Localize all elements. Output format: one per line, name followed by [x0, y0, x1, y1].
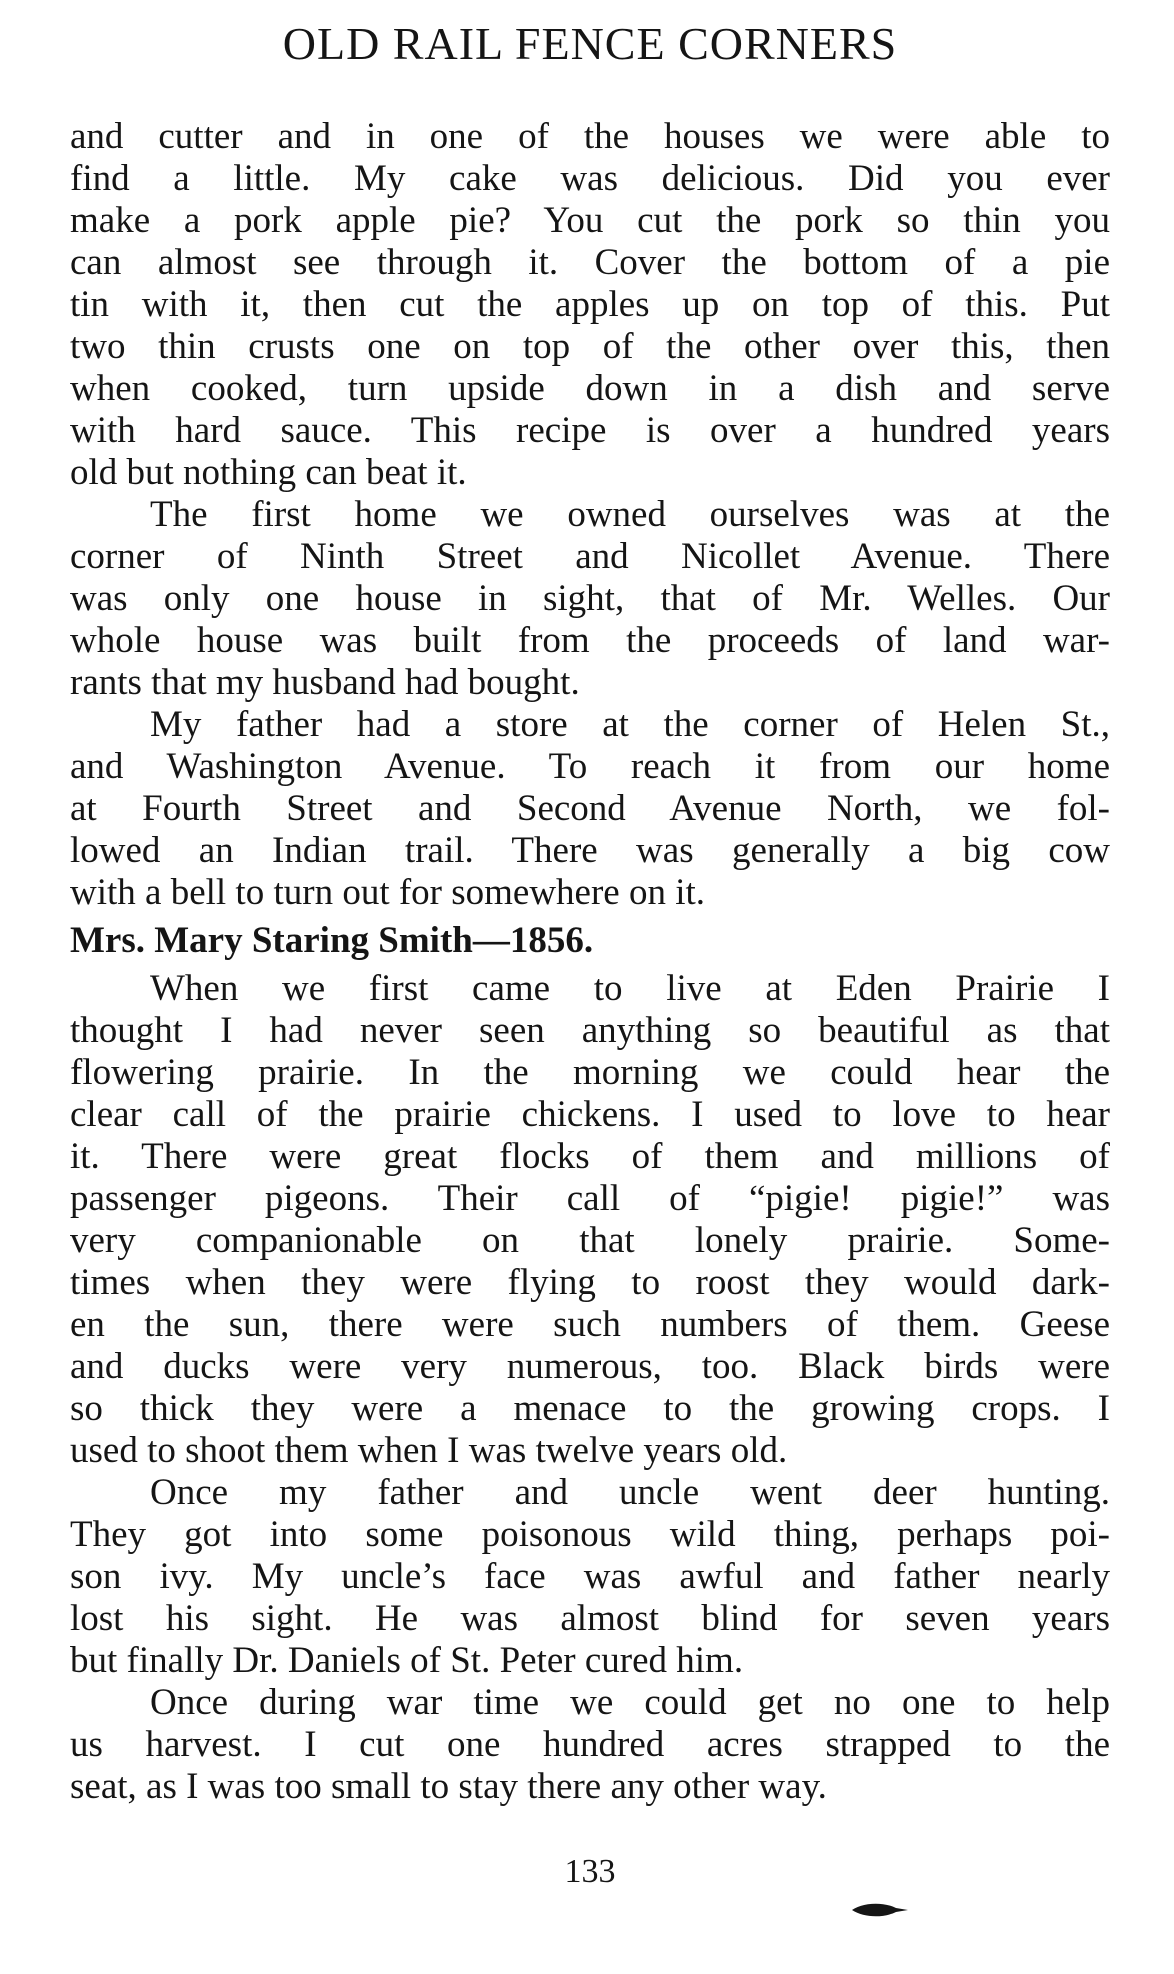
section-heading: Mrs. Mary Staring Smith—1856. — [70, 920, 594, 961]
running-head: OLD RAIL FENCE CORNERS — [282, 18, 898, 69]
text-line: passenger pigeons. Their call of “pigie! pigie!” was — [70, 1178, 1110, 1219]
paragraph-cake-and-pork-apple-pie — [70, 116, 1110, 494]
paragraph-eden-prairie — [70, 968, 1110, 1472]
text-line: very companionable on that lonely prairie. Some- — [70, 1220, 1110, 1261]
text-line: make a pork apple pie? You cut the pork so thin you — [70, 200, 1110, 241]
text-line: whole house was built from the proceeds of land war- — [70, 620, 1110, 661]
text-line: lost his sight. He was almost blind for seven years — [70, 1598, 1110, 1639]
text-line: en the sun, there were such numbers of them. Geese — [70, 1304, 1110, 1345]
text-line: lowed an Indian trail. There was generally a big cow — [70, 830, 1110, 871]
text-line: Once my father and uncle went deer hunting. — [150, 1472, 1110, 1513]
text-line: and ducks were very numerous, too. Black birds were — [70, 1346, 1110, 1387]
text-line: clear call of the prairie chickens. I used to love to hear — [70, 1094, 1110, 1135]
text-line: When we first came to live at Eden Prairie I — [150, 968, 1110, 1009]
text-line: with hard sauce. This recipe is over a hundred years — [70, 410, 1110, 451]
text-line: rants that my husband had bought. — [70, 662, 580, 703]
text-line: The first home we owned ourselves was at the — [150, 494, 1110, 535]
text-line: so thick they were a menace to the growing crops. I — [70, 1388, 1110, 1429]
text-line: find a little. My cake was delicious. Did you ever — [70, 158, 1110, 199]
text-line: and Washington Avenue. To reach it from our home — [70, 746, 1110, 787]
text-line: old but nothing can beat it. — [70, 452, 467, 493]
text-line: and cutter and in one of the houses we were able to — [70, 116, 1110, 157]
text-line: son ivy. My uncle’s face was awful and father nearly — [70, 1556, 1110, 1597]
text-line: with a bell to turn out for somewhere on it. — [70, 872, 706, 913]
text-line: two thin crusts one on top of the other over this, then — [70, 326, 1110, 367]
text-line: tin with it, then cut the apples up on top of this. Put — [70, 284, 1110, 325]
text-line: can almost see through it. Cover the bottom of a pie — [70, 242, 1110, 283]
text-line: They got into some poisonous wild thing, perhaps poi- — [70, 1514, 1110, 1555]
paragraph-deer-hunting — [70, 1472, 1110, 1682]
paragraph-fathers-store — [70, 704, 1110, 914]
text-line: was only one house in sight, that of Mr. Welles. Our — [70, 578, 1110, 619]
printer-ornament-icon — [850, 1900, 910, 1920]
text-body — [70, 116, 1110, 1808]
text-line: but finally Dr. Daniels of St. Peter cured him. — [70, 1640, 744, 1681]
text-line: thought I had never seen anything so beautiful as that — [70, 1010, 1110, 1051]
text-line: times when they were flying to roost they would dark- — [70, 1262, 1110, 1303]
text-line: it. There were great flocks of them and millions of — [70, 1136, 1110, 1177]
text-line: used to shoot them when I was twelve years old. — [70, 1430, 788, 1471]
text-line: Once during war time we could get no one to help — [150, 1682, 1110, 1723]
text-line: us harvest. I cut one hundred acres strapped to the — [70, 1724, 1110, 1765]
page-number: 133 — [564, 1853, 616, 1890]
text-line: seat, as I was too small to stay there any other way. — [70, 1766, 827, 1807]
paragraph-war-time-harvest — [70, 1682, 1110, 1808]
text-line: flowering prairie. In the morning we could hear the — [70, 1052, 1110, 1093]
paragraph-first-home — [70, 494, 1110, 704]
text-line: at Fourth Street and Second Avenue North, we fol- — [70, 788, 1110, 829]
book-page — [70, 0, 1110, 1974]
text-line: My father had a store at the corner of Helen St., — [150, 704, 1110, 745]
text-line: corner of Ninth Street and Nicollet Avenue. There — [70, 536, 1110, 577]
text-line: when cooked, turn upside down in a dish and serve — [70, 368, 1110, 409]
